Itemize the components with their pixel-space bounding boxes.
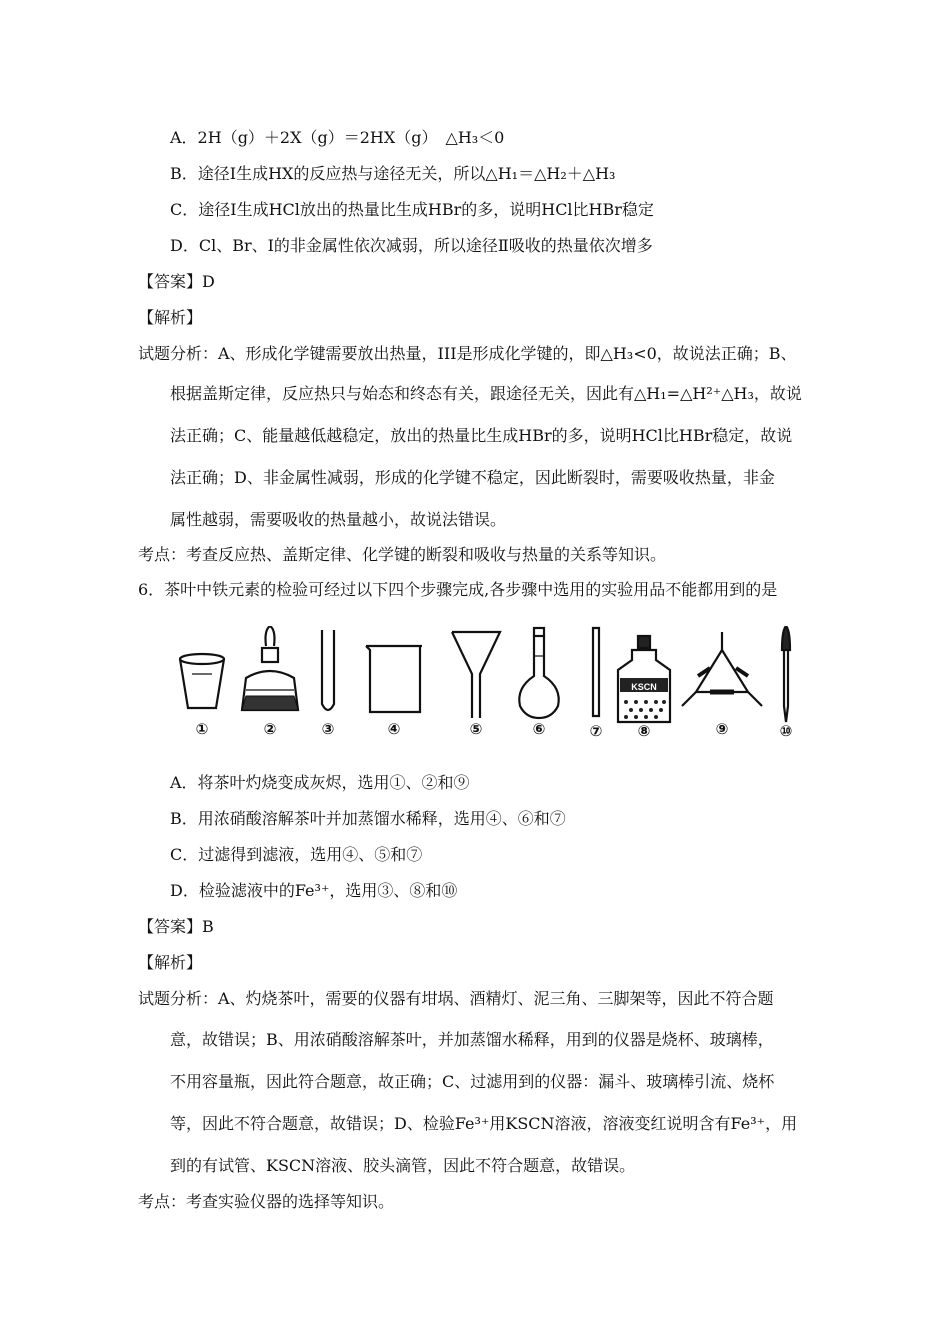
q6-kaodian: 考点：考查实验仪器的选择等知识。	[138, 1192, 395, 1211]
q5-analysis-line: 属性越弱，需要吸收的热量越小，故说法错误。	[170, 510, 507, 529]
apparatus-label: ⑩	[779, 722, 793, 740]
apparatus-label: ②	[263, 720, 277, 738]
q5-answer: 【答案】D	[138, 272, 215, 291]
q6-analysis-line: 不用容量瓶，因此符合题意，故正确；C、过滤用到的仪器：漏斗、玻璃棒引流、烧杯	[170, 1072, 775, 1091]
q5-option-b: B．途径Ⅰ生成HX的反应热与途径无关，所以△H₁＝△H₂＋△H₃	[170, 164, 616, 183]
q6-answer: 【答案】B	[138, 917, 214, 936]
q5-analysis-line: 法正确；C、能量越低越稳定，放出的热量比生成HBr的多，说明HCl比HBr稳定，故说	[170, 426, 793, 445]
apparatus-figure	[170, 626, 830, 746]
clay-triangle-icon	[682, 632, 762, 706]
test-tube-icon	[322, 630, 334, 710]
apparatus-label: ⑦	[589, 722, 603, 740]
q6-option-b: B．用浓硝酸溶解茶叶并加蒸馏水稀释，选用④、⑥和⑦	[170, 809, 566, 828]
q6-analysis-line: 到的有试管、KSCN溶液、胶头滴管，因此不符合题意，故错误。	[170, 1156, 636, 1175]
apparatus-label: ③	[321, 720, 335, 738]
q6-analysis-title: 【解析】	[138, 953, 203, 972]
alcohol-lamp-icon	[242, 626, 298, 710]
funnel-icon	[452, 632, 500, 718]
apparatus-label: ⑧	[637, 722, 651, 740]
q5-analysis-title: 【解析】	[138, 308, 203, 327]
apparatus-label: ④	[387, 720, 401, 738]
bottle-label: KSCN	[631, 682, 657, 692]
apparatus-label: ①	[195, 720, 209, 738]
q6-analysis-line: 试题分析：A、灼烧茶叶，需要的仪器有坩埚、酒精灯、泥三角、三脚架等，因此不符合题	[138, 989, 774, 1008]
apparatus-drawing	[170, 626, 830, 746]
glass-rod-icon	[593, 628, 599, 716]
apparatus-label: ⑨	[715, 720, 729, 738]
q5-analysis-line: 试题分析：A、形成化学键需要放出热量，III是形成化学键的，即△H₃<0，故说法正确；B、	[138, 344, 797, 363]
crucible-icon	[180, 654, 224, 708]
beaker-icon	[366, 646, 422, 712]
q5-option-a: A．2H（g）＋2X（g）＝2HX（g） △H₃＜0	[170, 128, 505, 147]
q6-stem: 6．茶叶中铁元素的检验可经过以下四个步骤完成,各步骤中选用的实验用品不能都用到的是	[138, 580, 778, 599]
dropper-icon	[782, 626, 790, 722]
reagent-bottle-icon	[618, 636, 670, 722]
q5-kaodian: 考点：考查反应热、盖斯定律、化学键的断裂和吸收与热量的关系等知识。	[138, 545, 667, 564]
q5-option-d: D．Cl、Br、I的非金属性依次减弱，所以途径Ⅱ吸收的热量依次增多	[170, 236, 653, 255]
q6-analysis-line: 意，故错误；B、用浓硝酸溶解茶叶，并加蒸馏水稀释，用到的仪器是烧杯、玻璃棒，	[170, 1030, 774, 1049]
q6-option-d: D．检验滤液中的Fe³⁺，选用③、⑧和⑩	[170, 881, 458, 900]
apparatus-label: ⑥	[532, 720, 546, 738]
apparatus-label: ⑤	[469, 720, 483, 738]
q6-option-c: C．过滤得到滤液，选用④、⑤和⑦	[170, 845, 423, 864]
q5-analysis-line: 法正确；D、非金属性减弱，形成的化学键不稳定，因此断裂时，需要吸收热量，非金	[170, 468, 775, 487]
q5-analysis-line: 根据盖斯定律，反应热只与始态和终态有关，跟途径无关，因此有△H₁=△H²⁺△H₃，故说	[170, 384, 802, 403]
volumetric-flask-icon	[519, 628, 558, 718]
q6-analysis-line: 等，因此不符合题意，故错误；D、检验Fe³⁺用KSCN溶液，溶液变红说明含有Fe³⁺，用	[170, 1114, 798, 1133]
q6-option-a: A．将茶叶灼烧变成灰烬，选用①、②和⑨	[170, 773, 470, 792]
q5-option-c: C．途径Ⅰ生成HCl放出的热量比生成HBr的多，说明HCl比HBr稳定	[170, 200, 654, 219]
